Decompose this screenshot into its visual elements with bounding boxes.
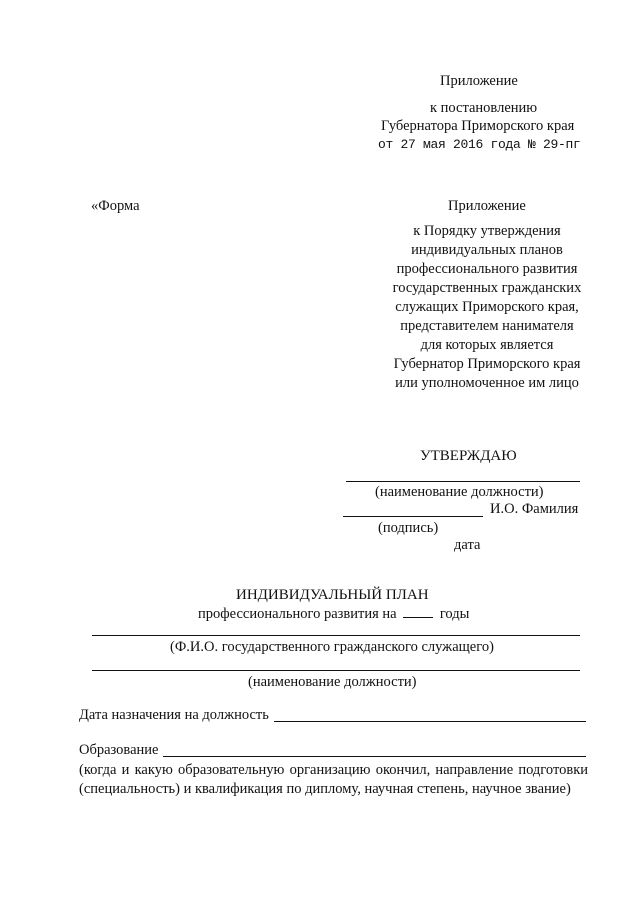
appendix-line: профессионального развития <box>396 261 578 277</box>
approve-date-caption: дата <box>454 537 481 553</box>
plan-subtitle-suffix: годы <box>439 606 470 622</box>
education-line <box>163 756 586 757</box>
education-label: Образование <box>79 742 159 758</box>
form-label: «Форма <box>91 198 140 214</box>
appendix-text <box>376 222 598 393</box>
approve-signature-line <box>343 516 483 517</box>
appendix-line: индивидуальных планов <box>411 242 563 258</box>
approve-name: И.О. Фамилия <box>490 501 579 517</box>
plan-title: ИНДИВИДУАЛЬНЫЙ ПЛАН <box>236 587 429 603</box>
approve-position-caption: (наименование должности) <box>375 484 544 500</box>
plan-years-blank <box>403 605 433 618</box>
appointment-date-label: Дата назначения на должность <box>79 707 269 723</box>
header-line-2: Губернатора Приморского края <box>381 118 575 134</box>
plan-subtitle <box>198 605 469 623</box>
appendix-line: служащих Приморского края, <box>395 299 579 315</box>
header-line-3-date-number: от 27 мая 2016 года № 29-пг <box>378 137 581 152</box>
fio-caption: (Ф.И.О. государственного гражданского служащего) <box>170 639 494 655</box>
appendix-line: к Порядку утверждения <box>413 223 561 239</box>
plan-position-line <box>92 670 580 671</box>
appendix-line: Губернатор Приморского края <box>393 356 581 372</box>
appendix-line: представителем нанимателя <box>400 318 574 334</box>
plan-position-caption: (наименование должности) <box>248 674 417 690</box>
plan-subtitle-prefix: профессионального развития на <box>198 606 397 622</box>
appendix-title: Приложение <box>448 198 526 214</box>
approve-position-line <box>346 481 580 482</box>
header-title: Приложение <box>440 73 518 89</box>
fio-line <box>92 635 580 636</box>
appendix-line: или уполномоченное им лицо <box>395 375 579 391</box>
appendix-line: государственных гражданских <box>392 280 582 296</box>
education-note: (когда и какую образовательную организацию окончил, направление подготовки (специальность) и квалификация по диплому, научная степень, научное звание) <box>79 762 588 797</box>
approve-title: УТВЕРЖДАЮ <box>420 448 517 464</box>
appendix-line: для которых является <box>420 337 554 353</box>
header-line-1: к постановлению <box>430 100 538 116</box>
approve-signature-caption: (подпись) <box>378 520 439 536</box>
appointment-date-line <box>274 721 586 722</box>
